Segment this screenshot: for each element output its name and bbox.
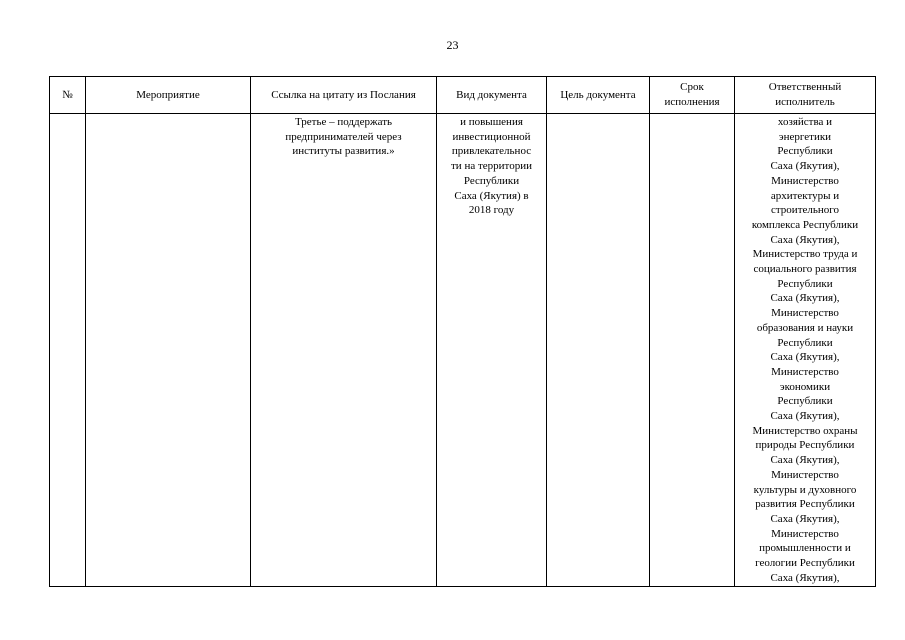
header-measure: Мероприятие [86,77,251,114]
cell-measure [86,114,251,587]
header-deadline: Срок исполнения [650,77,735,114]
header-document-purpose: Цель документа [547,77,650,114]
cell-document-type: и повышения инвестиционной привлекательнос ти на территории Республики Саха (Якутия) в 2018 году [437,114,547,587]
header-citation-link: Ссылка на цитату из Послания [251,77,437,114]
cell-number [50,114,86,587]
measures-table [49,76,876,587]
header-responsible-executor: Ответственный исполнитель [735,77,876,114]
cell-document-purpose [547,114,650,587]
cell-responsible-executor: хозяйства и энергетики Республики Саха (Якутия), Министерство архитектуры и строительного комплекса Республики Саха (Якутия), Министерство труда и социального развития Республики Саха (Якутия), Министерство образования и науки Республики Саха (Якутия), Министерство экономики Республики Саха (Якутия), Министерство охраны природы Республики Саха (Якутия), Министерство культуры и духовного развития Республики Саха (Якутия), Министерство промышленности и геологии Республики Саха (Якутия), [735,114,876,587]
header-number: № [50,77,86,114]
table-row [50,114,876,587]
header-document-type: Вид документа [437,77,547,114]
table-header-row [50,77,876,114]
page-number: 23 [446,38,459,52]
cell-deadline [650,114,735,587]
cell-citation-link: Третье – поддержать предпринимателей через институты развития.» [251,114,437,587]
